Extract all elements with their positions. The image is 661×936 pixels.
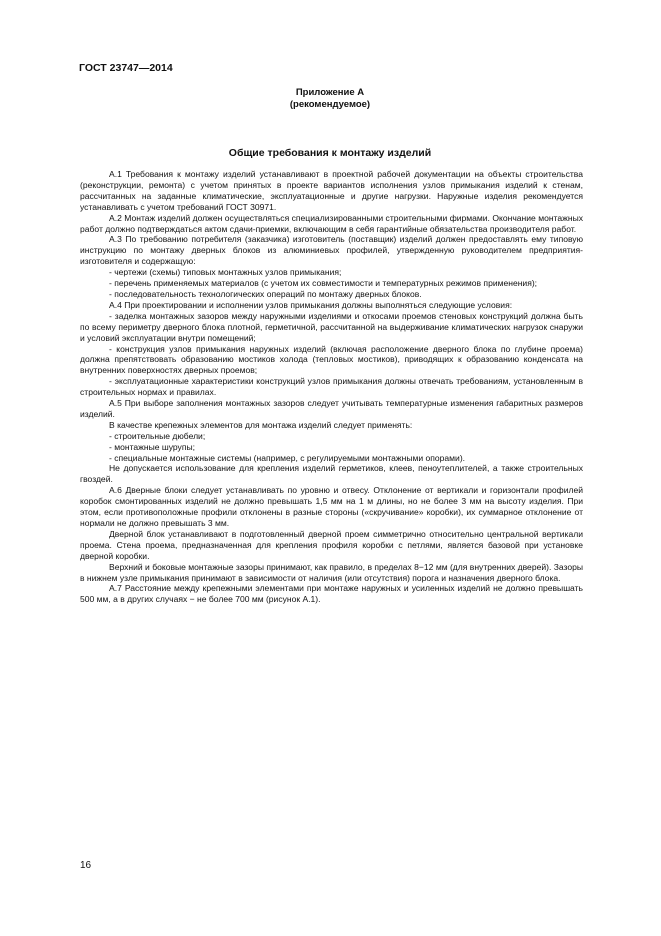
list-item: - перечень применяемых материалов (с учетом их совместимости и температурных режимов применения); xyxy=(109,278,538,289)
paragraph: Не допускается использование для крепления изделий герметиков, клеев, пеноутеплителей, а также строительных гвоздей. xyxy=(80,463,583,485)
paragraph-a6: А.6 Дверные блоки следует устанавливать по уровню и отвесу. Отклонение от вертикали и горизонтали профилей коробок смонтированных изделий не должно превышать 1,5 мм на 1 м длины, но не более 3 мм на высоту изделия. При этом, если противоположные профили отклонены в разные стороны («скручивание» коробки), их суммарное отклонение от нормали не должно превышать 3 мм. xyxy=(80,485,583,528)
document-body xyxy=(80,169,583,605)
annex-heading xyxy=(79,87,581,111)
list-item: - монтажные шурупы; xyxy=(109,441,195,452)
paragraph: Верхний и боковые монтажные зазоры принимают, как правило, в пределах 8−12 мм (для внутренних дверей). Зазоры в нижнем узле примыкания принимают в зависимости от наличия (или отсутствия) порога и назначения дверного блока. xyxy=(80,561,583,583)
section-title: Общие требования к монтажу изделий xyxy=(228,147,432,159)
paragraph-a7: А.7 Расстояние между крепежными элементами при монтаже наружных и усиленных изделий не должно превышать 500 мм, а в других случаях − не более 700 мм (рисунок А.1). xyxy=(80,583,583,605)
paragraph-a4: А.4 При проектировании и исполнении узлов примыкания должны выполняться следующие условия: xyxy=(109,299,513,310)
list-item: - последовательность технологических операций по монтажу дверных блоков. xyxy=(109,288,422,299)
list-item: - конструкция узлов примыкания наружных изделий (включая расположение дверного блока по глубине проема) должна препятствовать образованию мостиков холода (тепловых мостиков), приводящих к образованию конденсата на внутренних поверхностях дверных проемов; xyxy=(80,343,583,376)
document-code: ГОСТ 23747—2014 xyxy=(79,62,173,74)
annex-status: (рекомендуемое) xyxy=(289,99,371,110)
list-item: - специальные монтажные системы (например, с регулируемыми монтажными опорами). xyxy=(109,452,466,463)
page-number: 16 xyxy=(80,860,92,871)
list-item: - эксплуатационные характеристики конструкций узлов примыкания должны отвечать требованиям, установленным в строительных нормах и правилах. xyxy=(80,376,583,398)
paragraph-a2: А.2 Монтаж изделий должен осуществляться специализированными строительными фирмами. Окончание монтажных работ должно подтверждаться актом сдачи-приемки, включающим в себя гарантийные обязательства производителя работ. xyxy=(80,212,583,234)
list-item: - заделка монтажных зазоров между наружными изделиями и откосами проемов стеновых конструкций должна быть по всему периметру дверного блока плотной, герметичной, рассчитанной на выдерживание климатических нагрузок снаружи и условий эксплуатации внутри помещений; xyxy=(80,310,583,343)
paragraph-a3: А.3 По требованию потребителя (заказчика) изготовитель (поставщик) изделий должен предоставлять ему типовую инструкцию по монтажу дверных блоков из алюминиевых профилей, утвержденную руководителем предприятия-изготовителя и содержащую: xyxy=(80,234,583,267)
list-item: - строительные дюбели; xyxy=(109,430,206,441)
paragraph: Дверной блок устанавливают в подготовленный дверной проем симметрично относительно центральной вертикали проема. Стена проема, предназначенная для крепления профиля коробки с петлями, является базовой при установке дверной коробки. xyxy=(80,528,583,561)
list-item: - чертежи (схемы) типовых монтажных узлов примыкания; xyxy=(109,267,342,278)
paragraph: В качестве крепежных элементов для монтажа изделий следует применять: xyxy=(109,419,413,430)
paragraph-a5: А.5 При выборе заполнения монтажных зазоров следует учитывать температурные изменения габаритных размеров изделий. xyxy=(80,398,583,419)
paragraph-a1: А.1 Требования к монтажу изделий устанавливают в проектной рабочей документации на объекты строительства (реконструкции, ремонта) с учетом принятых в проекте вариантов исполнения узлов примыкания изделий к стенам, рассчитанных на заданные климатические, эксплуатационные и другие нагрузки. Наружные изделия рекомендуется устанавливать с учетом требований ГОСТ 30971. xyxy=(80,169,583,212)
annex-title: Приложение А xyxy=(295,87,365,98)
